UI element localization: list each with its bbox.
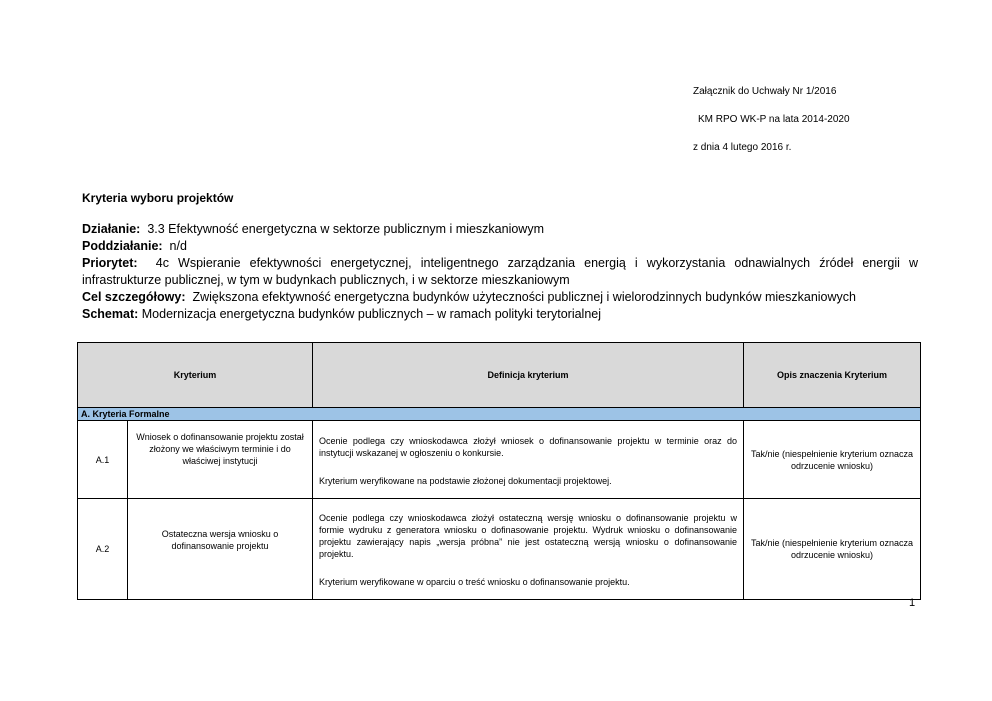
dzialanie-label: Działanie: [82,222,141,236]
criterion-meaning: Tak/nie (niespełnienie kryterium oznacza odrzucenie wniosku) [744,421,921,499]
cel-label: Cel szczegółowy: [82,290,186,304]
section-row [78,408,921,421]
definition-verification: Kryterium weryfikowane na podstawie złożonej dokumentacji projektowej. [319,475,612,486]
criterion-number: A.2 [78,499,128,600]
poddzialanie-label: Poddziałanie: [82,239,163,253]
document-title: Kryteria wyboru projektów [82,191,234,205]
criteria-table [77,342,921,600]
dzialanie-value: 3.3 Efektywność energetyczna w sektorze publicznym i mieszkaniowym [147,222,544,236]
cel-value: Zwiększona efektywność energetyczna budynków użyteczności publicznej i wielorodzinnych budynków mieszkaniowych [192,290,856,304]
definition-text: Ocenie podlega czy wnioskodawca złożył ostateczną wersję wniosku o dofinansowanie projektu w formie wydruku z generatora wniosku o dofinasowanie projektu. Wydruk wniosku o dofinansowanie projektu zawierający napis „wersja próbna” nie jest ostateczną wersją wniosku o dofinansowanie projektu. [319,513,738,559]
annex-line-3: z dnia 4 lutego 2016 r. [693,142,792,153]
meta-schemat [82,306,918,323]
table-row [78,421,921,499]
section-title: A. Kryteria Formalne [78,408,921,421]
table-header-row [78,343,921,408]
criterion-number: A.1 [78,421,128,499]
table-row [78,499,921,600]
annex-line-2: KM RPO WK-P na lata 2014-2020 [698,114,850,125]
annex-line-1: Załącznik do Uchwały Nr 1/2016 [693,86,837,97]
criterion-definition [313,421,744,499]
meta-priorytet [82,255,918,289]
meta-dzialanie [82,221,918,238]
definition-verification: Kryterium weryfikowane w oparciu o treść wniosku o dofinansowanie projektu. [319,577,630,587]
poddzialanie-value: n/d [169,239,187,253]
priorytet-label: Priorytet: [82,256,138,270]
criterion-name: Wniosek o dofinansowanie projektu został złożony we właściwym terminie i do właściwej instytucji [128,421,313,499]
header-opis: Opis znaczenia Kryterium [744,343,921,408]
criterion-name: Ostateczna wersja wniosku o dofinansowanie projektu [128,499,313,600]
criterion-definition [313,499,744,600]
header-kryterium: Kryterium [78,343,313,408]
meta-poddzialanie [82,238,918,255]
header-definicja: Definicja kryterium [313,343,744,408]
page-number: 1 [909,597,916,609]
schemat-label: Schemat: [82,307,139,321]
meta-cel [82,289,918,306]
priorytet-value: 4c Wspieranie efektywności energetycznej, inteligentnego zarządzania energią i wykorzystania odnawialnych źródeł energii w infrastrukturze publicznej, w tym w budynkach publicznych, i w sektorze mieszkaniowym [82,256,918,287]
definition-text: Ocenie podlega czy wnioskodawca złożył wniosek o dofinansowanie projektu w terminie oraz do instytucji wskazanej w ogłoszeniu o konkursie. [319,435,738,458]
schemat-value: Modernizacja energetyczna budynków publicznych – w ramach polityki terytorialnej [141,307,602,321]
criterion-meaning: Tak/nie (niespełnienie kryterium oznacza odrzucenie wniosku) [744,499,921,600]
